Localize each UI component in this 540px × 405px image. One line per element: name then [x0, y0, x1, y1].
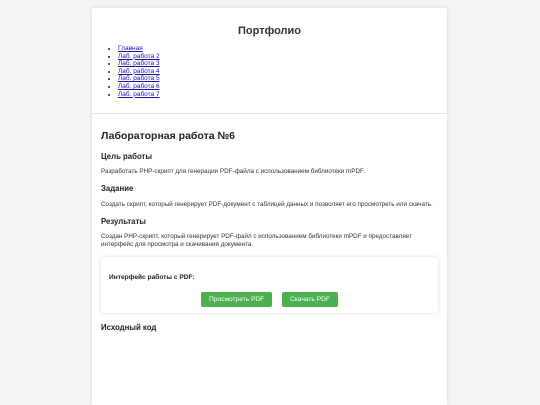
- task-text: Создать скрипт, который генерирует PDF-документ с таблицей данных и позволяет его просмотреть или скачать.: [101, 201, 433, 208]
- view-pdf-button[interactable]: Просмотреть PDF: [201, 292, 272, 307]
- page-title: Лабораторная работа №6: [101, 130, 236, 142]
- results-text: Создан PHP-скрипт, который генерирует PDF-файл с использованием библиотеки mPDF и предоставляет интерфейс для просмотра и скачивания документа.: [101, 233, 412, 248]
- site-header: [92, 8, 447, 114]
- main-content: [92, 114, 447, 332]
- nav-list: [118, 45, 160, 98]
- site-title: Портфолио: [238, 25, 301, 37]
- goal-heading: Цель работы: [101, 152, 152, 161]
- nav-link-lab6[interactable]: Лаб. работа 6: [118, 82, 160, 90]
- nav-link-lab2[interactable]: Лаб. работа 2: [118, 52, 160, 60]
- goal-text: Разработать PHP-скрипт для генерации PDF-файла с использованием библиотеки mPDF.: [101, 168, 365, 175]
- nav-link-lab7[interactable]: Лаб. работа 7: [118, 90, 160, 98]
- source-code-heading: Исходный код: [101, 323, 157, 332]
- nav-link-lab4[interactable]: Лаб. работа 4: [118, 67, 160, 75]
- nav-item-lab7: [118, 91, 160, 99]
- nav-link-lab5[interactable]: Лаб. работа 5: [118, 75, 160, 83]
- nav-link-home[interactable]: Главная: [118, 45, 143, 52]
- results-heading: Результаты: [101, 217, 146, 226]
- pdf-card-title: Интерфейс работы с PDF:: [109, 274, 195, 281]
- download-pdf-button[interactable]: Скачать PDF: [282, 292, 338, 307]
- nav-item-lab3: [118, 60, 160, 68]
- pdf-interface-card: [101, 257, 438, 313]
- nav-item-lab6: [118, 83, 160, 91]
- page-container: [92, 8, 447, 405]
- nav-link-lab3[interactable]: Лаб. работа 3: [118, 60, 160, 68]
- pdf-button-row: [101, 292, 438, 307]
- nav-item-lab5: [118, 75, 160, 83]
- task-heading: Задание: [101, 184, 134, 193]
- nav-item-home: [118, 45, 160, 53]
